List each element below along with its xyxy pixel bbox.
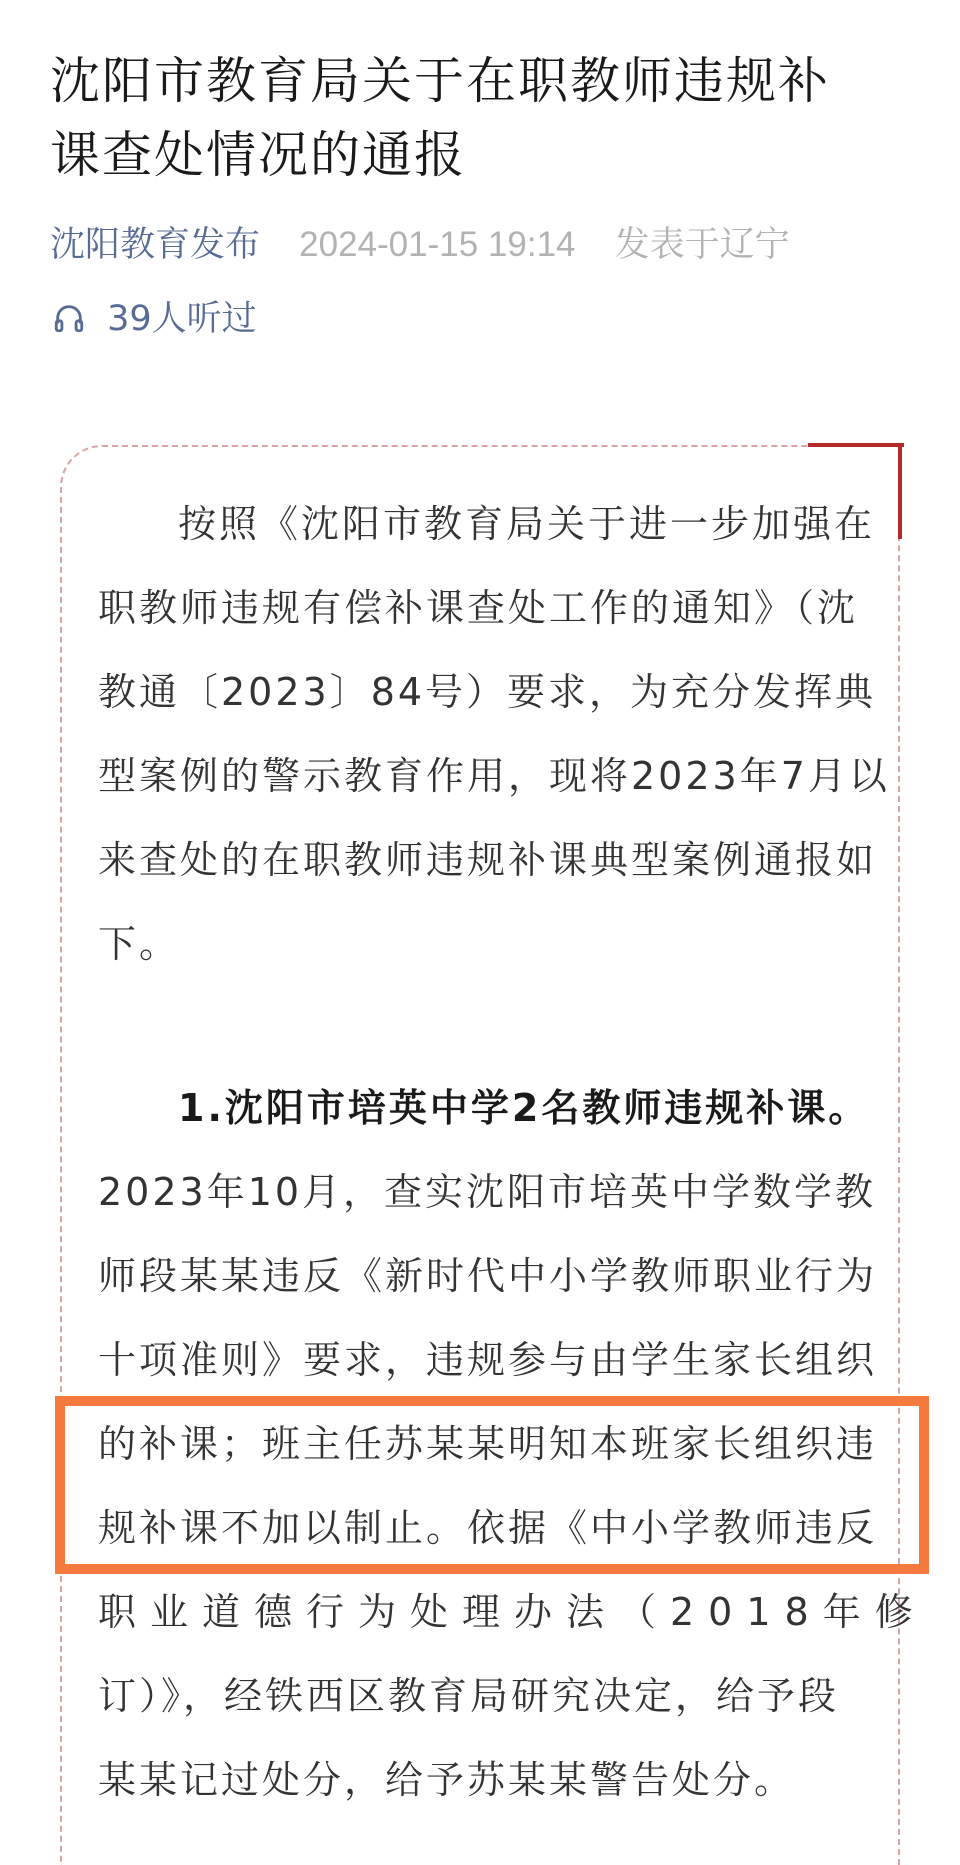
paragraph-line: 的补课；班主任苏某某明知本班家长组织违: [98, 1422, 878, 1466]
listen-count-button[interactable]: [52, 296, 257, 342]
paragraph-line: 型案例的警示教育作用，现将2023年7月以: [98, 754, 890, 798]
paragraph-line: 订）》，经铁西区教育局研究决定，给予段: [98, 1674, 840, 1718]
paragraph-line: 十项准则》要求，违规参与由学生家长组织: [98, 1338, 878, 1382]
paragraph-line: 下。: [98, 922, 181, 966]
paragraph-line: 按照《沈阳市教育局关于进一步加强在: [178, 502, 876, 546]
title-line-2: 课查处情况的通报: [50, 126, 466, 184]
paragraph-line: 来查处的在职教师违规补课典型案例通报如: [98, 838, 878, 882]
frame-corner-accent-right: [898, 443, 902, 539]
intro-paragraph: [98, 482, 890, 986]
paragraph-line: 规补课不加以制止。依据《中小学教师违反: [98, 1506, 878, 1550]
listen-count: 39人听过: [107, 299, 257, 339]
paragraph-line: 某某记过处分，给予苏某某警告处分。: [98, 1758, 796, 1802]
paragraph-line: 2023年10月，查实沈阳市培英中学数学教: [98, 1170, 877, 1214]
paragraph-line: 职教师违规有偿补课查处工作的通知》（沈: [98, 586, 859, 630]
paragraph-line: 教通〔2023〕84号）要求，为充分发挥典: [98, 670, 877, 714]
article-meta: [50, 222, 790, 268]
case-1-heading: 1.沈阳市培英中学2名教师违规补课。: [178, 1086, 870, 1130]
highlight-annotation-box: [55, 1396, 929, 1574]
paragraph-line: 职业道德行为处理办法（2018年修: [98, 1590, 927, 1634]
paragraph-line: 师段某某违反《新时代中小学教师职业行为: [98, 1254, 878, 1298]
publish-location: 发表于辽宁: [614, 225, 790, 265]
frame-corner-accent-top: [808, 443, 904, 447]
headphone-icon: [52, 301, 86, 335]
account-name-link[interactable]: 沈阳教育发布: [50, 225, 261, 265]
publish-timestamp: 2024-01-15 19:14: [299, 225, 576, 264]
article-title: [50, 44, 890, 192]
title-line-1: 沈阳市教育局关于在职教师违规补: [50, 52, 830, 110]
